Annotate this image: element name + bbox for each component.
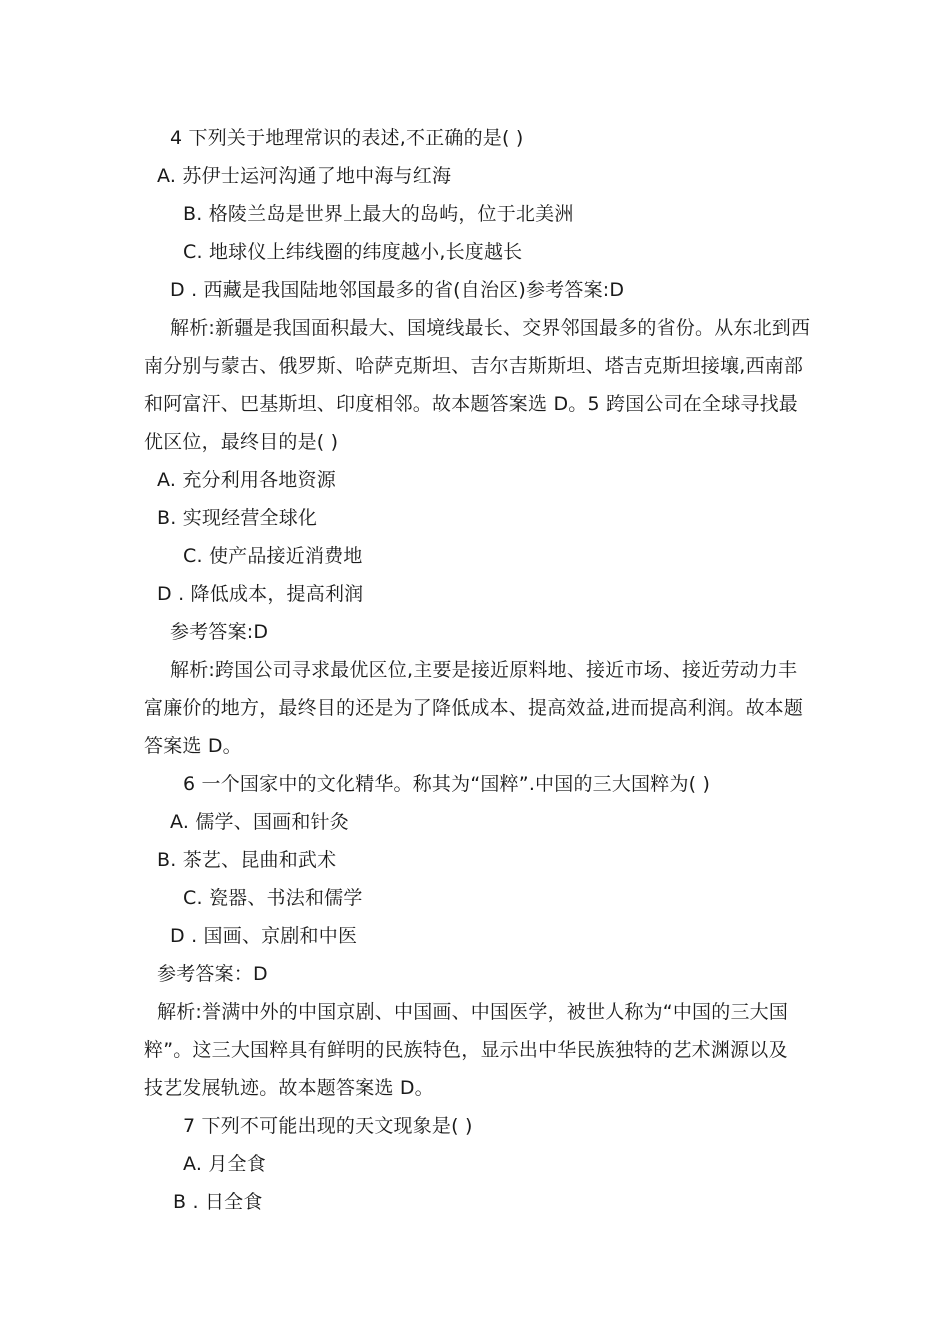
question-4-option-d: D . 西藏是我国陆地邻国最多的省(自治区)参考答案:D [170, 279, 625, 301]
question-7-stem: 7 下列不可能出现的天文现象是( ) [183, 1115, 473, 1137]
question-4-option-c: C. 地球仪上纬线圈的纬度越小,长度越长 [183, 241, 523, 263]
question-5-analysis-line: 解析:跨国公司寻求最优区位,主要是接近原料地、接近市场、接近劳动力丰 [170, 659, 798, 681]
question-4-analysis-line: 解析:新疆是我国面积最大、国境线最长、交界邻国最多的省份。从东北到西 [170, 317, 811, 339]
question-7-option-a: A. 月全食 [183, 1153, 266, 1175]
question-7-option-b: B . 日全食 [173, 1191, 263, 1213]
question-6-stem: 6 一个国家中的文化精华。称其为“国粹”.中国的三大国粹为( ) [183, 773, 711, 795]
question-5-option-b: B. 实现经营全球化 [157, 507, 318, 529]
question-5-option-c: C. 使产品接近消费地 [183, 545, 363, 567]
question-5-analysis-line: 答案选 D。 [144, 735, 242, 757]
question-6-option-b: B. 茶艺、昆曲和武术 [157, 849, 337, 871]
question-6-option-c: C. 瓷器、书法和儒学 [183, 887, 363, 909]
question-4-analysis-line: 南分别与蒙古、俄罗斯、哈萨克斯坦、吉尔吉斯斯坦、塔吉克斯坦接壤,西南部 [144, 355, 804, 377]
question-6-analysis-line: 解析:誉满中外的中国京剧、中国画、中国医学，被世人称为“中国的三大国 [157, 1001, 789, 1023]
question-5-answer: 参考答案:D [170, 621, 269, 643]
question-6-analysis-line: 技艺发展轨迹。故本题答案选 D。 [144, 1077, 434, 1099]
question-5-stem: 优区位，最终目的是( ) [144, 431, 339, 453]
question-6-option-d: D . 国画、京剧和中医 [170, 925, 358, 947]
question-6-option-a: A. 儒学、国画和针灸 [170, 811, 349, 833]
question-5-option-d: D . 降低成本，提高利润 [157, 583, 364, 605]
question-4-analysis-line: 和阿富汗、巴基斯坦、印度相邻。故本题答案选 D。5 跨国公司在全球寻找最 [144, 393, 798, 415]
question-4-stem: 4 下列关于地理常识的表述,不正确的是( ) [170, 127, 524, 149]
question-6-answer: 参考答案：D [157, 963, 268, 985]
question-5-option-a: A. 充分利用各地资源 [157, 469, 336, 491]
question-4-option-b: B. 格陵兰岛是世界上最大的岛屿，位于北美洲 [183, 203, 574, 225]
question-4-option-a: A. 苏伊士运河沟通了地中海与红海 [157, 165, 452, 187]
question-6-analysis-line: 粹”。这三大国粹具有鲜明的民族特色，显示出中华民族独特的艺术渊源以及 [144, 1039, 788, 1061]
question-5-analysis-line: 富廉价的地方，最终目的还是为了降低成本、提高效益,进而提高利润。故本题 [144, 697, 804, 719]
